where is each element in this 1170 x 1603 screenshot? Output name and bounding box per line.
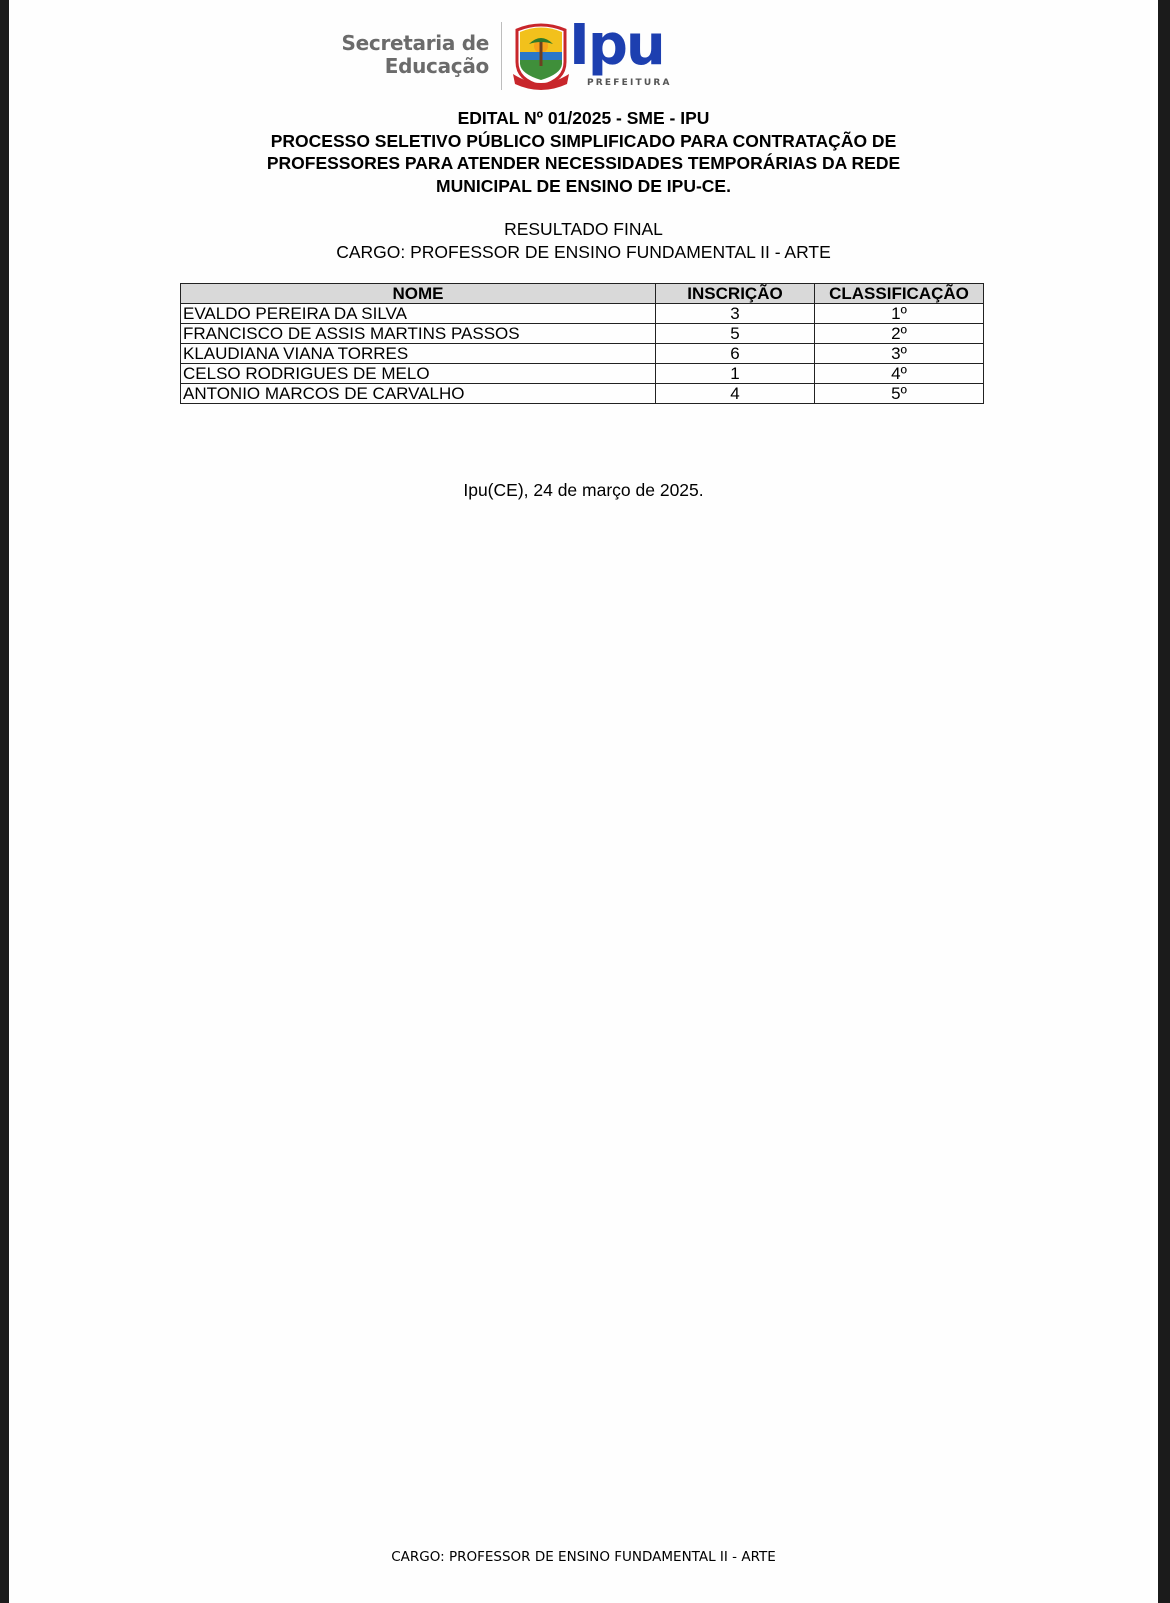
cell-nome: ANTONIO MARCOS DE CARVALHO: [181, 384, 656, 404]
date-line: Ipu(CE), 24 de março de 2025.: [463, 480, 704, 500]
secretaria-line1: Secretaria de: [341, 31, 489, 55]
cell-classificacao: 3º: [815, 344, 984, 364]
edital-title-line1: EDITAL Nº 01/2025 - SME - IPU: [457, 108, 710, 128]
edital-title-line3: PROFESSORES PARA ATENDER NECESSIDADES TEMPORÁRIAS DA REDE: [266, 153, 901, 173]
results-table: [180, 283, 984, 404]
cell-nome: KLAUDIANA VIANA TORRES: [181, 344, 656, 364]
cell-classificacao: 4º: [815, 364, 984, 384]
cell-inscricao: 4: [656, 384, 815, 404]
table-row: [181, 344, 984, 364]
secretaria-logo-text: [325, 32, 489, 78]
table-row: [181, 324, 984, 344]
table-row: [181, 304, 984, 324]
result-heading: RESULTADO FINAL: [504, 219, 663, 239]
cell-nome: CELSO RODRIGUES DE MELO: [181, 364, 656, 384]
header-logo: [325, 13, 685, 94]
cell-classificacao: 5º: [815, 384, 984, 404]
logo-divider: [501, 22, 502, 90]
cell-inscricao: 3: [656, 304, 815, 324]
cell-inscricao: 1: [656, 364, 815, 384]
document-page: [9, 0, 1158, 1603]
prefeitura-logo-text: PREFEITURA: [587, 78, 672, 88]
cell-nome: EVALDO PEREIRA DA SILVA: [181, 304, 656, 324]
cell-inscricao: 5: [656, 324, 815, 344]
cell-classificacao: 2º: [815, 324, 984, 344]
column-header-nome: NOME: [181, 284, 656, 304]
secretaria-line2: Educação: [384, 54, 489, 78]
municipal-crest-icon: [511, 22, 571, 90]
cell-nome: FRANCISCO DE ASSIS MARTINS PASSOS: [181, 324, 656, 344]
ipu-logo-text: Ipu: [569, 13, 664, 78]
result-heading-block: [9, 218, 1158, 263]
edital-title-line4: MUNICIPAL DE ENSINO DE IPU-CE.: [436, 175, 731, 196]
edital-title: [9, 107, 1158, 197]
column-header-classificacao: CLASSIFICAÇÃO: [815, 284, 984, 304]
table-row: [181, 384, 984, 404]
page-footer: CARGO: PROFESSOR DE ENSINO FUNDAMENTAL II - ARTE: [391, 1549, 776, 1565]
cell-classificacao: 1º: [815, 304, 984, 324]
table-row: [181, 364, 984, 384]
cell-inscricao: 6: [656, 344, 815, 364]
column-header-inscricao: INSCRIÇÃO: [656, 284, 815, 304]
cargo-heading: CARGO: PROFESSOR DE ENSINO FUNDAMENTAL II - ARTE: [336, 241, 831, 262]
table-header-row: [181, 284, 984, 304]
edital-title-line2: PROCESSO SELETIVO PÚBLICO SIMPLIFICADO PARA CONTRATAÇÃO DE: [270, 130, 897, 151]
